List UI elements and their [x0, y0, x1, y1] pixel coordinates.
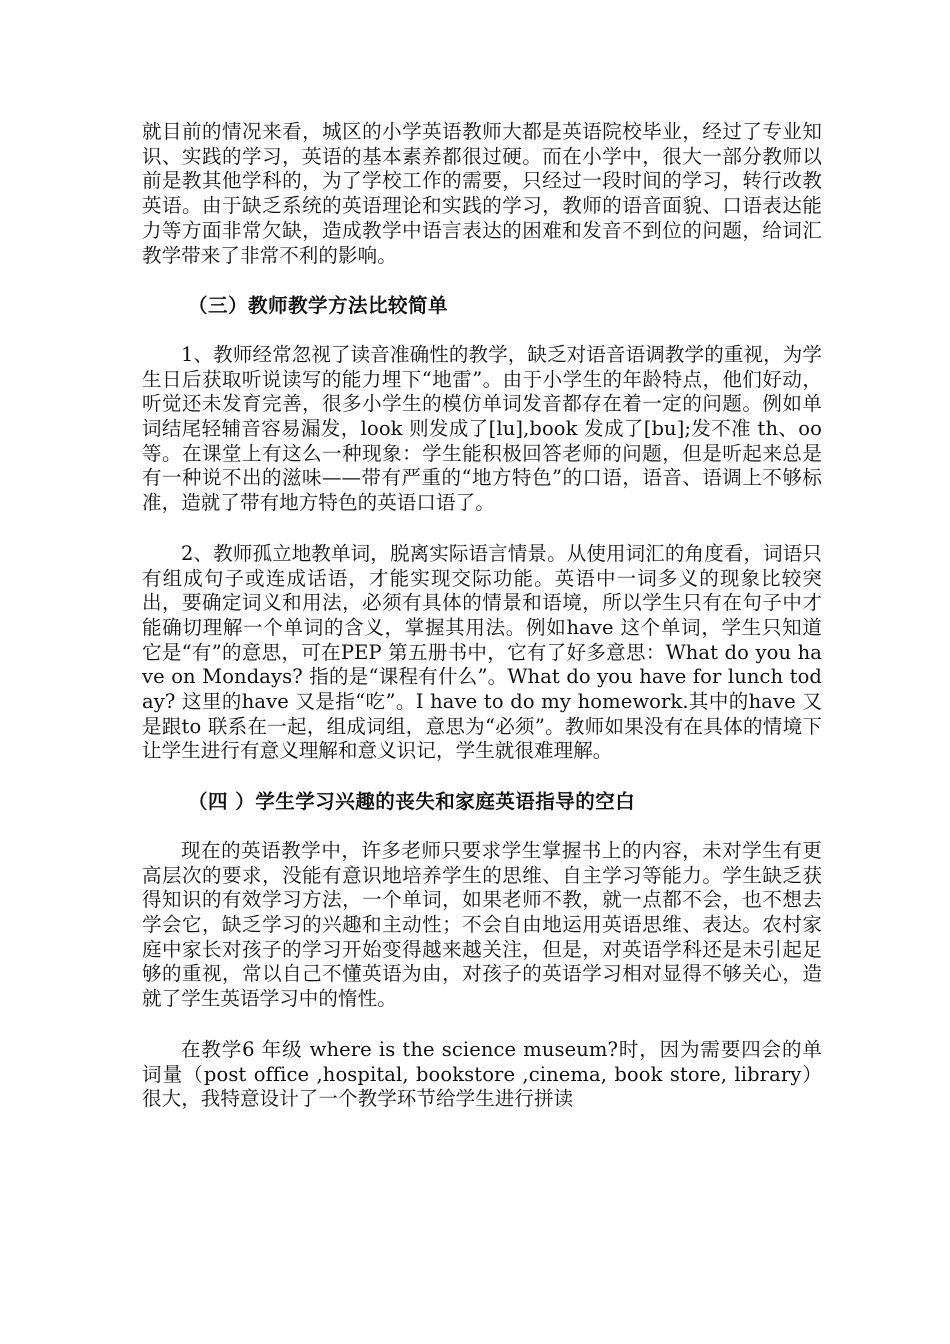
document-page [142, 120, 822, 1112]
spacer [142, 319, 822, 343]
paragraph-teaching-example: 在教学6 年级 where is the science museum?时，因为需要四会的单词量（post office ,hospital, bookstore ,cinema, book store, library）很大，我特意设计了一个教学环节给学生进行拼读 [142, 1037, 822, 1111]
paragraph-teacher-background: 就目前的情况来看，城区的小学英语教师大都是英语院校毕业，经过了专业知识、实践的学习，英语的基本素养都很过硬。而在小学中，很大一部分教师以前是教其他学科的，为了学校工作的需要，只经过一段时间的学习，转行改教英语。由于缺乏系统的英语理论和实践的学习，教师的语音面貌、口语表达能力等方面非常欠缺，造成教学中语言表达的困难和发音不到位的问题，给词汇教学带来了非常不利的影响。 [142, 120, 822, 267]
spacer [142, 764, 822, 790]
paragraph-student-interest: 现在的英语教学中，许多老师只要求学生掌握书上的内容，未对学生有更高层次的要求，没能有意识地培养学生的思维、自主学习等能力。学生缺乏获得知识的有效学习方法，一个单词，如果老师不教，就一点都不会，也不想去学会它，缺乏学习的兴趣和主动性；不会自由地运用英语思维、表达。农村家庭中家长对孩子的学习开始变得越来越关注，但是，对英语学科还是未引起足够的重视，常以自己不懂英语为由，对孩子的英语学习相对显得不够关心，造就了学生英语学习中的惰性。 [142, 838, 822, 1011]
section-heading-3: （三）教师教学方法比较简单 [188, 294, 449, 318]
spacer [142, 516, 822, 542]
spacer [142, 268, 822, 294]
spacer [142, 815, 822, 839]
section-heading-4: （四 ）学生学习兴趣的丧失和家庭英语指导的空白 [188, 790, 636, 814]
paragraph-isolated-words: 2、教师孤立地教单词，脱离实际语言情景。从使用词汇的角度看，词语只有组成句子或连成话语，才能实现交际功能。英语中一词多义的现象比较突出，要确定词义和用法，必须有具体的情景和语境，所以学生只有在句子中才能确切理解一个单词的含义，掌握其用法。例如have 这个单词，学生只知道它是“有”的意思，可在PEP 第五册书中，它有了好多意思：What do you have on Mondays? 指的是“课程有什么”。What do you have for lunch today? 这里的have 又是指“吃”。I have to do my homework.其中的have 又是跟to 联系在一起，组成词组，意思为“必须”。教师如果没有在具体的情境下让学生进行有意义理解和意义识记，学生就很难理解。 [142, 541, 822, 763]
spacer [142, 1012, 822, 1038]
paragraph-pronunciation: 1、教师经常忽视了读音准确性的教学，缺乏对语音语调教学的重视，为学生日后获取听说读写的能力埋下“地雷”。由于小学生的年龄特点，他们好动，听觉还未发育完善，很多小学生的模仿单词发音都存在着一定的问题。例如单词结尾轻辅音容易漏发，look 则发成了[lu],book 发成了[bu];发不准 th、oo 等。在课堂上有这么一种现象：学生能积极回答老师的问题，但是听起来总是有一种说不出的滋味——带有严重的“地方特色”的口语，语音、语调上不够标准，造就了带有地方特色的英语口语了。 [142, 342, 822, 515]
